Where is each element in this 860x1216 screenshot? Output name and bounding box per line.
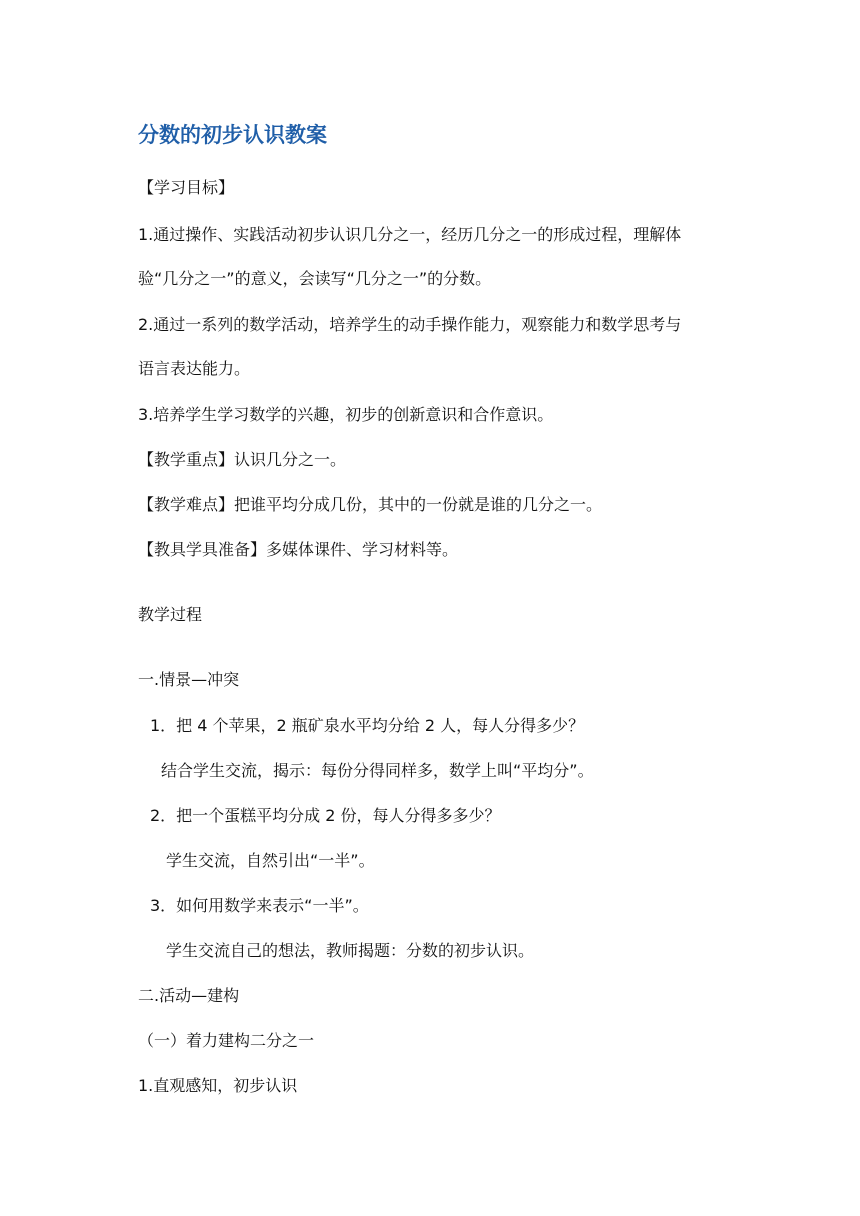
item-1: 1．把 4 个苹果，2 瓶矿泉水平均分给 2 人，每人分得多少？ xyxy=(150,716,585,735)
step-1: 1.直观感知，初步认识 xyxy=(138,1076,298,1095)
item-2-note: 学生交流，自然引出“一半”。 xyxy=(166,851,375,870)
objective-2-line-2: 语言表达能力。 xyxy=(138,359,251,378)
document-title: 分数的初步认识教案 xyxy=(138,123,327,147)
key-point: 【教学重点】认识几分之一。 xyxy=(138,450,347,469)
item-3-note: 学生交流自己的想法，教师揭题：分数的初步认识。 xyxy=(166,941,535,960)
objective-3: 3.培养学生学习数学的兴趣，初步的创新意识和合作意识。 xyxy=(138,405,554,424)
process-heading: 教学过程 xyxy=(138,605,203,624)
section-2-heading: 二.活动—建构 xyxy=(138,986,240,1005)
item-3: 3．如何用数学来表示“一半”。 xyxy=(150,896,369,915)
section-1-heading: 一.情景—冲突 xyxy=(138,670,240,689)
item-2: 2．把一个蛋糕平均分成 2 份，每人分得多多少？ xyxy=(150,806,501,825)
subsection-1-heading: （一）着力建构二分之一 xyxy=(138,1031,315,1050)
objectives-heading: 【学习目标】 xyxy=(138,178,235,197)
item-1-note: 结合学生交流，揭示：每份分得同样多，数学上叫“平均分”。 xyxy=(161,761,594,780)
difficult-point: 【教学难点】把谁平均分成几份，其中的一份就是谁的几分之一。 xyxy=(138,495,603,514)
objective-1-line-1: 1.通过操作、实践活动初步认识几分之一，经历几分之一的形成过程，理解体 xyxy=(138,225,682,244)
objective-1-line-2: 验“几分之一”的意义，会读写“几分之一”的分数。 xyxy=(138,269,492,288)
objective-2-line-1: 2.通过一系列的数学活动，培养学生的动手操作能力，观察能力和数学思考与 xyxy=(138,315,682,334)
materials: 【教具学具准备】多媒体课件、学习材料等。 xyxy=(138,540,459,559)
